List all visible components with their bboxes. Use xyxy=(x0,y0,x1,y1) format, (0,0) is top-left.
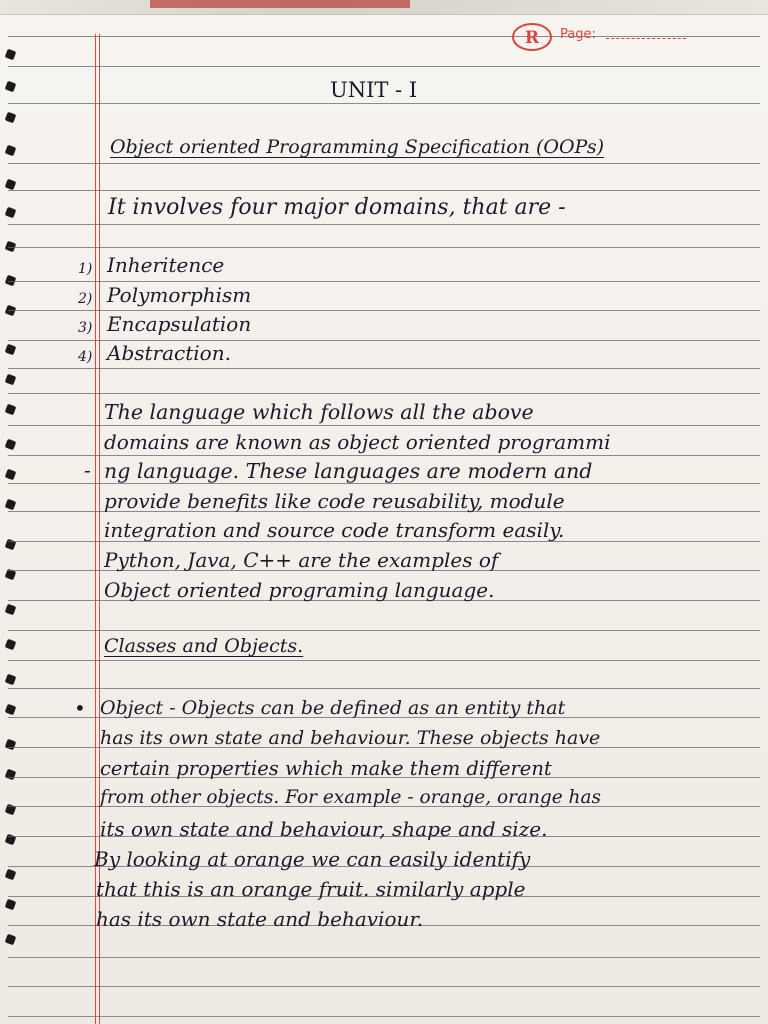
ruled-line xyxy=(8,393,760,394)
paragraph-line: provide benefits like code reusability, module xyxy=(104,489,565,513)
binding-hole xyxy=(5,869,17,881)
ruled-line xyxy=(8,957,760,958)
ruled-line xyxy=(8,103,760,104)
list-item-number: 3) xyxy=(78,320,93,336)
paragraph-line: Object oriented programing language. xyxy=(104,578,495,602)
binding-hole xyxy=(5,81,17,93)
brand-letter: R xyxy=(524,28,540,48)
ruled-line xyxy=(8,688,760,689)
list-item-label: Abstraction. xyxy=(107,341,231,365)
ruled-line xyxy=(8,425,760,426)
definition-line: has its own state and behaviour. These objects have xyxy=(100,727,601,749)
page-number-label: Page: xyxy=(560,27,596,42)
binding-hole xyxy=(5,704,17,716)
binding-hole xyxy=(5,179,17,191)
ruled-line xyxy=(8,163,760,164)
binding-hole xyxy=(5,374,17,386)
ruled-line xyxy=(8,281,760,282)
margin-line-right xyxy=(99,34,100,1024)
binding-hole xyxy=(5,439,17,451)
definition-line: has its own state and behaviour. xyxy=(96,907,424,931)
list-item-number: 4) xyxy=(78,349,93,365)
definition-line: certain properties which make them different xyxy=(100,757,552,780)
topic-heading: Object oriented Programming Specification (OOPs) xyxy=(110,136,604,158)
list-item-number: 1) xyxy=(78,261,93,277)
definition-line: its own state and behaviour, shape and size. xyxy=(100,817,548,841)
binding-hole xyxy=(5,469,17,481)
ruled-line xyxy=(8,190,760,191)
paragraph-line: domains are known as object oriented programmi xyxy=(104,430,611,454)
binding-hole xyxy=(5,404,17,416)
list-item-number: 2) xyxy=(78,291,93,307)
list-item-label: Inheritence xyxy=(107,253,225,277)
binding-hole xyxy=(5,145,17,157)
binding-hole xyxy=(5,739,17,751)
page-number-blank xyxy=(606,38,686,40)
paragraph-line: The language which follows all the above xyxy=(104,400,534,424)
binding-hole xyxy=(5,499,17,511)
binding-hole xyxy=(5,899,17,911)
section-heading: Classes and Objects. xyxy=(104,635,304,657)
ruled-line xyxy=(8,986,760,987)
page-top-edge xyxy=(0,0,768,15)
ruled-line xyxy=(8,483,760,484)
binding-hole xyxy=(5,112,17,124)
binding-hole xyxy=(5,769,17,781)
bullet-point: • xyxy=(74,696,86,720)
ruled-line xyxy=(8,660,760,661)
binding-strip xyxy=(150,0,410,8)
ruled-line xyxy=(8,247,760,248)
definition-line: that this is an orange fruit. similarly apple xyxy=(96,877,526,901)
ruled-line xyxy=(8,310,760,311)
margin-line-left xyxy=(95,34,96,1024)
ruled-line xyxy=(8,368,760,369)
definition-line: By looking at orange we can easily identify xyxy=(94,847,531,871)
brand-logo-icon xyxy=(510,22,554,52)
ruled-line xyxy=(8,66,760,67)
paragraph-line: Python, Java, C++ are the examples of xyxy=(104,548,499,572)
ruled-line xyxy=(8,36,760,37)
ruled-line xyxy=(8,455,760,456)
ruled-line xyxy=(8,224,760,225)
paragraph-line: ng language. These languages are modern and xyxy=(104,459,593,483)
margin-mark: - xyxy=(84,458,91,482)
unit-heading: UNIT - I xyxy=(330,78,418,102)
binding-hole xyxy=(5,674,17,686)
list-item-label: Polymorphism xyxy=(107,283,252,307)
definition-line: from other objects. For example - orange, orange has xyxy=(100,787,601,808)
binding-hole xyxy=(5,49,17,61)
ruled-line xyxy=(8,1016,760,1017)
paragraph-line: integration and source code transform easily. xyxy=(104,518,565,542)
domains-statement: It involves four major domains, that are - xyxy=(108,195,566,220)
binding-hole xyxy=(5,934,17,946)
binding-hole xyxy=(5,207,17,219)
list-item-label: Encapsulation xyxy=(107,312,252,336)
ruled-line xyxy=(8,630,760,631)
binding-hole xyxy=(5,344,17,356)
binding-hole xyxy=(5,604,17,616)
binding-hole xyxy=(5,639,17,651)
definition-line: Object - Objects can be defined as an entity that xyxy=(100,697,566,719)
